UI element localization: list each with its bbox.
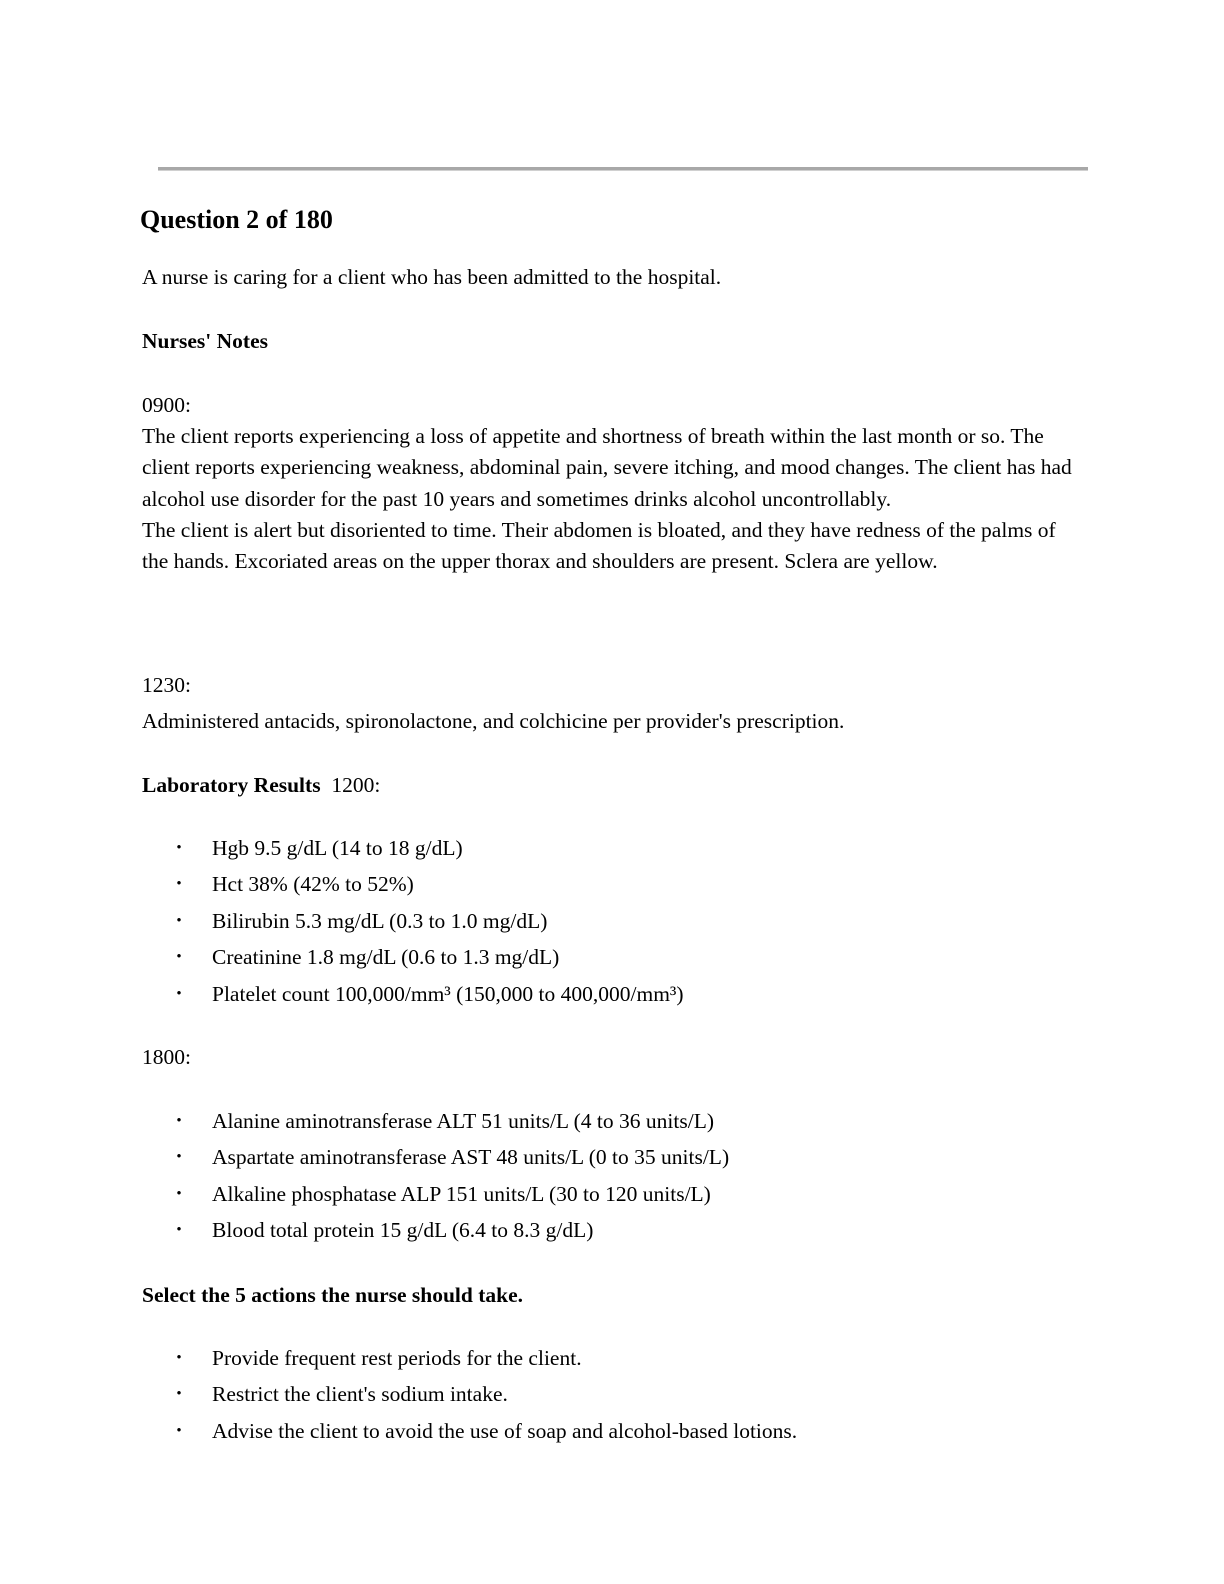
- list-item: • Alanine aminotransferase ALT 51 units/L (4 to 36 units/L): [172, 1103, 729, 1139]
- answer-options: [172, 1340, 797, 1449]
- list-item: • Platelet count 100,000/mm³ (150,000 to 400,000/mm³): [172, 976, 684, 1012]
- note-0900: [142, 390, 1077, 577]
- lab-time-1200: 1200:: [331, 773, 381, 797]
- bullet-icon: •: [176, 840, 182, 856]
- lab-list-1800: [172, 1103, 729, 1249]
- answer-option[interactable]: • Advise the client to avoid the use of soap and alcohol-based lotions.: [172, 1413, 797, 1449]
- bullet-icon: •: [176, 1149, 182, 1166]
- note-paragraph: The client reports experiencing a loss of appetite and shortness of breath within the last month or so. The client reports experiencing weakness, abdominal pain, severe itching, and mood changes. The client has had alcohol use disorder for the past 10 years and sometimes drinks alcohol uncontrollably.: [142, 424, 1072, 511]
- question-intro: A nurse is caring for a client who has been admitted to the hospital.: [142, 265, 722, 289]
- list-item: • Hct 38% (42% to 52%): [172, 866, 684, 902]
- bullet-icon: •: [176, 1350, 182, 1366]
- answer-option[interactable]: • Restrict the client's sodium intake.: [172, 1376, 797, 1412]
- list-item: • Alkaline phosphatase ALP 151 units/L (30 to 120 units/L): [172, 1176, 729, 1212]
- note-time: 1230:: [142, 673, 191, 697]
- nurses-notes-heading: Nurses' Notes: [142, 329, 268, 353]
- bullet-icon: •: [176, 1185, 182, 1202]
- bullet-icon: •: [176, 1422, 182, 1439]
- answer-option[interactable]: • Provide frequent rest periods for the client.: [172, 1340, 797, 1376]
- bullet-icon: •: [176, 949, 182, 966]
- bullet-icon: •: [176, 912, 182, 929]
- lab-list-1200: [172, 830, 684, 1012]
- prompt-instruction: Select the 5 actions the nurse should take.: [142, 1283, 524, 1307]
- list-item: • Hgb 9.5 g/dL (14 to 18 g/dL): [172, 830, 684, 866]
- list-item: • Creatinine 1.8 mg/dL (0.6 to 1.3 mg/dL): [172, 939, 684, 975]
- note-paragraph: The client is alert but disoriented to time. Their abdomen is bloated, and they have redness of the palms of the hands. Excoriated areas on the upper thorax and shoulders are present. Sclera are yellow.: [142, 517, 1056, 574]
- note-paragraph: Administered antacids, spironolactone, and colchicine per provider's prescription.: [142, 709, 845, 733]
- lab-results-heading: [142, 770, 1082, 801]
- question-title: Question 2 of 180: [140, 205, 333, 234]
- note-time: 0900:: [142, 393, 191, 417]
- bullet-icon: •: [176, 876, 182, 893]
- list-item: • Bilirubin 5.3 mg/dL (0.3 to 1.0 mg/dL): [172, 903, 684, 939]
- horizontal-rule: [158, 167, 1088, 171]
- list-item: • Blood total protein 15 g/dL (6.4 to 8.3 g/dL): [172, 1212, 729, 1248]
- lab-results-title: Laboratory Results: [142, 773, 321, 797]
- bullet-icon: •: [176, 1222, 182, 1239]
- list-item: • Aspartate aminotransferase AST 48 units/L (0 to 35 units/L): [172, 1139, 729, 1175]
- bullet-icon: •: [176, 1386, 182, 1403]
- bullet-icon: •: [176, 1113, 182, 1129]
- lab-time-1800: 1800:: [142, 1045, 191, 1069]
- bullet-icon: •: [176, 985, 182, 1002]
